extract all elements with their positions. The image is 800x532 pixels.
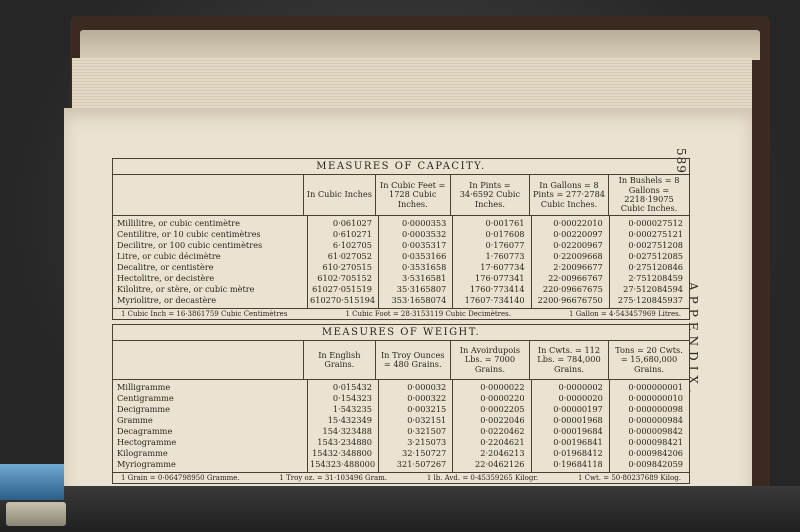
weight-header-row — [113, 341, 689, 380]
table-cell: 35·3165807 — [396, 284, 447, 294]
table-cell: 32·150727 — [402, 448, 447, 458]
table-cell: 0·000000984 — [628, 415, 684, 425]
table-row-name: Centigramme — [117, 393, 174, 403]
capacity-col-pints — [452, 216, 530, 308]
table-cell: 0·19684118 — [553, 459, 603, 469]
table-cell: 0·000000098 — [628, 404, 684, 414]
weight-col-tons — [609, 380, 689, 472]
table-cell: 0·0000220 — [480, 393, 525, 403]
table-cell: 610270·515194 — [309, 295, 376, 305]
table-cell: 22·0462126 — [475, 459, 525, 469]
table-cell: 1543·234880 — [317, 437, 372, 447]
table-cell: 0·2204621 — [480, 437, 525, 447]
table-row-name: Kilolitre, or stère, or cubic mètre — [117, 284, 255, 294]
table-row-name: Decalitre, or centistère — [117, 262, 214, 272]
table-cell: 6102·705152 — [317, 273, 372, 283]
table-row-name: Gramme — [117, 415, 153, 425]
table-cell: 1·543235 — [332, 404, 372, 414]
weight-header-cell: In Troy Ounces = 480 Grains. — [375, 341, 450, 379]
table-cell: 0·0000020 — [558, 393, 603, 403]
table-cell: 17607·734140 — [464, 295, 525, 305]
table-cell: 0·000322 — [407, 393, 447, 403]
table-cell: 0·002751208 — [628, 240, 684, 250]
table-cell: 0·00019684 — [553, 426, 603, 436]
capacity-table — [112, 158, 690, 320]
table-cell: 154·323488 — [322, 426, 372, 436]
table-cell: 0·003215 — [407, 404, 447, 414]
footer-note: 1 Troy oz. = 31·103496 Gram. — [279, 474, 387, 482]
capacity-header-cell: In Cubic Inches — [303, 175, 374, 215]
table-cell: 1760·773414 — [469, 284, 525, 294]
capacity-col-gallons — [531, 216, 609, 308]
table-cell: 0·22009668 — [553, 251, 603, 261]
table-cell: 2·751208459 — [628, 273, 684, 283]
table-cell: 0·000000010 — [628, 393, 684, 403]
footer-note: 1 Grain = 0·064798950 Gramme. — [121, 474, 240, 482]
weight-col-cwts — [531, 380, 609, 472]
table-row-name: Myriolitre, or decastère — [117, 295, 217, 305]
table-row-name: Decilitre, or 100 cubic centimètres — [117, 240, 263, 250]
table-cell: 0·032151 — [407, 415, 447, 425]
table-cell: 0·000984206 — [628, 448, 684, 458]
table-row-name: Kilogramme — [117, 448, 168, 458]
weight-footer — [113, 472, 689, 483]
capacity-header-cell: In Cubic Feet = 1728 Cubic Inches. — [375, 175, 450, 215]
table-cell: 0·176077 — [485, 240, 525, 250]
table-cell: 0·027512085 — [628, 251, 684, 261]
table-row-name: Hectolitre, or decistère — [117, 273, 215, 283]
table-cell: 0·017608 — [485, 229, 525, 239]
table-cell: 321·507267 — [396, 459, 447, 469]
table-cell: 2·2046213 — [480, 448, 525, 458]
capacity-title: MEASURES OF CAPACITY. — [113, 159, 689, 175]
table-cell: 0·0000002 — [558, 382, 603, 392]
weight-header-cell: In English Grains. — [303, 341, 374, 379]
table-cell: 61·027052 — [327, 251, 372, 261]
capacity-col-cubic-feet — [378, 216, 452, 308]
capacity-body — [113, 216, 689, 308]
capacity-header-blank — [113, 175, 303, 215]
table-cell: 0·275120846 — [628, 262, 684, 272]
table-cell: 220·09667675 — [542, 284, 603, 294]
footer-note: 1 Cubic Foot = 28·3153119 Cubic Decimètres. — [345, 310, 511, 318]
weight-col-avoirdupois — [452, 380, 530, 472]
footer-note: 1 Gallon = 4·543457969 Litres. — [569, 310, 681, 318]
capacity-name-col — [113, 216, 307, 308]
table-cell: 0·00196841 — [553, 437, 603, 447]
capacity-col-bushels — [609, 216, 689, 308]
weight-name-col — [113, 380, 307, 472]
table-cell: 0·3531658 — [402, 262, 447, 272]
table-row-name: Decagramme — [117, 426, 173, 436]
table-cell: 0·00220097 — [553, 229, 603, 239]
table-cell: 0·610271 — [332, 229, 372, 239]
weight-body — [113, 380, 689, 472]
table-cell: 0·009842059 — [628, 459, 684, 469]
table-cell: 610·270515 — [322, 262, 372, 272]
table-row-name: Milligramme — [117, 382, 171, 392]
table-cell: 15·432349 — [327, 415, 372, 425]
table-row-name: Litre, or cubic décimètre — [117, 251, 221, 261]
weight-header-blank — [113, 341, 303, 379]
table-cell: 0·061027 — [332, 218, 372, 228]
table-cell: 3·215073 — [407, 437, 447, 447]
footer-note: 1 Cwt. = 50·80237689 Kilog. — [577, 474, 681, 482]
table-cell: 154323·488000 — [309, 459, 376, 469]
page-edge — [80, 30, 760, 60]
table-cell: 0·321507 — [407, 426, 447, 436]
table-cell: 0·0002205 — [480, 404, 525, 414]
table-cell: 3·5316581 — [402, 273, 447, 283]
table-cell: 2·20096677 — [553, 262, 603, 272]
table-cell: 0·00000197 — [553, 404, 603, 414]
table-cell: 15432·348800 — [312, 448, 372, 458]
footer-note: 1 Cubic Inch = 16·3861759 Cubic Centimètres — [121, 310, 288, 318]
table-cell: 0·0003532 — [402, 229, 447, 239]
table-surface — [0, 486, 800, 532]
table-cell: 22·00966767 — [548, 273, 603, 283]
running-head: APPENDIX. — [686, 282, 700, 398]
table-cell: 0·000027512 — [628, 218, 684, 228]
capacity-header-row — [113, 175, 689, 216]
table-cell: 0·0000022 — [480, 382, 525, 392]
table-cell: 0·0022046 — [480, 415, 525, 425]
table-cell: 1·760773 — [485, 251, 525, 261]
table-cell: 0·00001968 — [553, 415, 603, 425]
clip — [6, 502, 66, 526]
table-cell: 275·120845937 — [617, 295, 684, 305]
table-cell: 0·001761 — [485, 218, 525, 228]
table-cell: 0·000000001 — [628, 382, 684, 392]
capacity-header-cell: In Gallons = 8 Pints = 277·2784 Cubic Inches. — [529, 175, 608, 215]
table-cell: 0·000009842 — [628, 426, 684, 436]
table-cell: 27·512084594 — [623, 284, 684, 294]
table-cell: 61027·051519 — [312, 284, 372, 294]
table-cell: 17·607734 — [480, 262, 525, 272]
table-row-name: Millilitre, or cubic centimètre — [117, 218, 240, 228]
capacity-header-cell: In Bushels = 8 Gallons = 2218·19075 Cubic Inches. — [608, 175, 689, 215]
table-cell: 6·102705 — [332, 240, 372, 250]
weight-col-grains — [307, 380, 378, 472]
capacity-header-cell: In Pints = 34·6592 Cubic Inches. — [450, 175, 529, 215]
table-cell: 0·01968412 — [553, 448, 603, 458]
table-cell: 0·015432 — [332, 382, 372, 392]
table-cell: 0·02200967 — [553, 240, 603, 250]
table-cell: 0·000032 — [407, 382, 447, 392]
table-cell: 353·1658074 — [391, 295, 447, 305]
weight-col-troy — [378, 380, 452, 472]
table-row-name: Decigramme — [117, 404, 171, 414]
weight-table — [112, 324, 690, 484]
capacity-col-cubic-inches — [307, 216, 378, 308]
table-row-name: Myriogramme — [117, 459, 176, 469]
table-cell: 0·0353166 — [402, 251, 447, 261]
pencil — [0, 464, 64, 500]
table-cell: 0·00022010 — [553, 218, 603, 228]
table-cell: 0·0000353 — [402, 218, 447, 228]
table-cell: 0·0220462 — [480, 426, 525, 436]
page-number: 589 — [674, 148, 688, 174]
table-row-name: Hectogramme — [117, 437, 177, 447]
table-row-name: Centilitre, or 10 cubic centimètres — [117, 229, 261, 239]
weight-header-cell: In Cwts. = 112 Lbs. = 784,000 Grains. — [529, 341, 608, 379]
weight-title: MEASURES OF WEIGHT. — [113, 325, 689, 341]
weight-header-cell: In Avoirdupois Lbs. = 7000 Grains. — [450, 341, 529, 379]
table-cell: 0·000098421 — [628, 437, 684, 447]
table-cell: 0·000275121 — [628, 229, 684, 239]
footer-note: 1 lb. Avd. = 0·45359265 Kilogr. — [426, 474, 539, 482]
table-cell: 176·077341 — [475, 273, 525, 283]
table-cell: 0·154323 — [332, 393, 372, 403]
table-cell: 0·0035317 — [402, 240, 447, 250]
capacity-footer — [113, 308, 689, 319]
table-cell: 2200·96676750 — [537, 295, 603, 305]
weight-header-cell: Tons = 20 Cwts. = 15,680,000 Grains. — [608, 341, 689, 379]
